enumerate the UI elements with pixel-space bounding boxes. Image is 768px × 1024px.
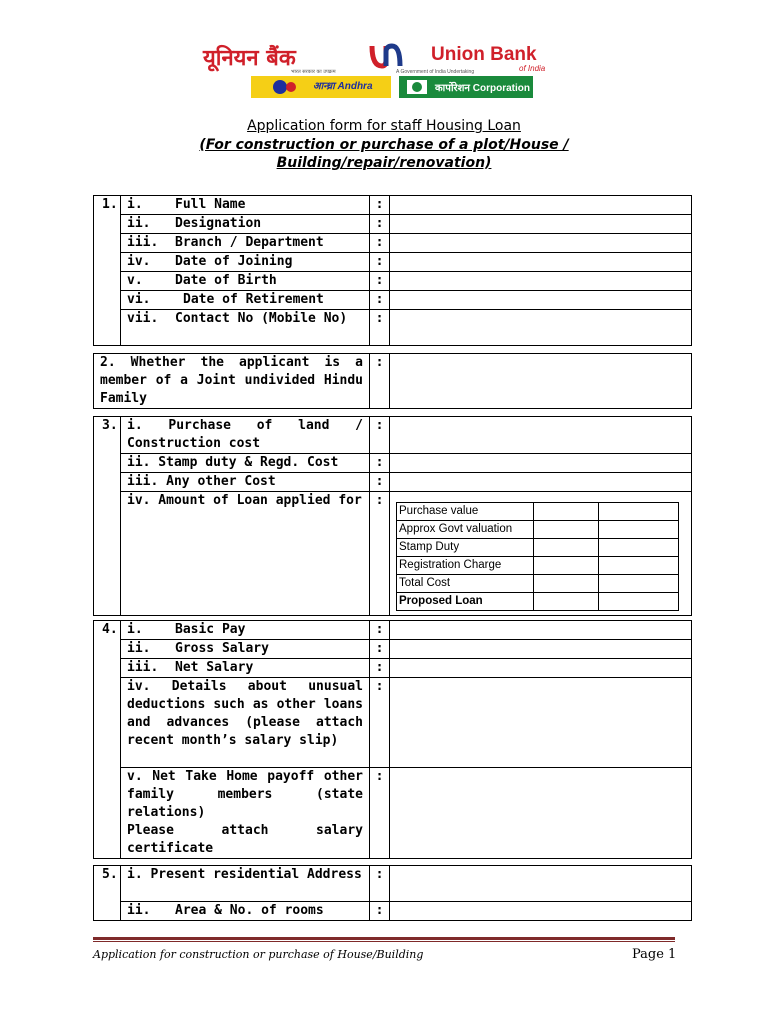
section-number: 5.: [94, 866, 121, 921]
form-subtitle-line1: (For construction or purchase of a plot/House /: [199, 137, 569, 153]
stamp-duty-field[interactable]: [390, 454, 692, 473]
bank-logo-header: [203, 40, 585, 100]
row-label: i. Basic Pay: [121, 621, 370, 640]
row-label: i. Full Name: [121, 196, 370, 215]
table-cell[interactable]: [599, 503, 679, 521]
form-title: Application form for staff Housing Loan: [247, 118, 521, 134]
row-label: vi. Date of Retirement: [121, 291, 370, 310]
form-subtitle-line2: Building/repair/renovation): [276, 155, 492, 171]
table-cell[interactable]: [599, 593, 679, 611]
colon: :: [370, 417, 390, 454]
colon: :: [370, 768, 390, 859]
andhra-emblem-icon: [271, 78, 301, 96]
section-number: 3.: [94, 417, 121, 616]
colon: :: [370, 678, 390, 768]
colon: :: [370, 492, 390, 616]
huf-member-field[interactable]: [390, 354, 692, 409]
date-of-joining-field[interactable]: [390, 253, 692, 272]
other-cost-field[interactable]: [390, 473, 692, 492]
colon: :: [370, 454, 390, 473]
logo-hindi-name: यूनियन बैंक: [203, 45, 296, 71]
section-1-personal-details: [93, 195, 692, 346]
colon: :: [370, 234, 390, 253]
table-cell[interactable]: [533, 557, 599, 575]
row-label: ii. Gross Salary: [121, 640, 370, 659]
row-label: v. Date of Birth: [121, 272, 370, 291]
table-cell[interactable]: [533, 503, 599, 521]
section-5-residence: [93, 865, 692, 921]
table-row: [397, 539, 679, 557]
table-cell-label: Stamp Duty: [397, 539, 534, 557]
colon: :: [370, 866, 390, 902]
gross-salary-field[interactable]: [390, 640, 692, 659]
andhra-label: आन्ध्रा Andhra: [313, 81, 373, 92]
table-cell-label: Proposed Loan: [397, 593, 534, 611]
row-label: 2. Whether the applicant is a member of a Joint undivided Hindu Family: [94, 354, 370, 409]
row-label: iii. Any other Cost: [121, 473, 370, 492]
date-of-birth-field[interactable]: [390, 272, 692, 291]
net-salary-field[interactable]: [390, 659, 692, 678]
corporation-emblem-icon: [405, 78, 429, 96]
logo-hindi-tagline: भारत सरकार का उपक्रम: [291, 69, 336, 75]
table-row: [397, 521, 679, 539]
table-cell-label: Approx Govt valuation: [397, 521, 534, 539]
branch-department-field[interactable]: [390, 234, 692, 253]
row-label: i. Purchase of land / Construction cost: [121, 417, 370, 454]
table-cell[interactable]: [533, 521, 599, 539]
colon: :: [370, 621, 390, 640]
table-cell[interactable]: [533, 575, 599, 593]
colon: :: [370, 640, 390, 659]
contact-no-field[interactable]: [390, 310, 692, 346]
section-number: 1.: [94, 196, 121, 346]
loan-breakdown-table: [396, 502, 679, 611]
full-name-field[interactable]: [390, 196, 692, 215]
footer-rule: [93, 937, 675, 940]
footer-text: Application for construction or purchase of House/Building: [93, 948, 424, 961]
table-cell-label: Registration Charge: [397, 557, 534, 575]
colon: :: [370, 310, 390, 346]
row-label: iv. Date of Joining: [121, 253, 370, 272]
section-2-huf: [93, 353, 692, 409]
colon: :: [370, 196, 390, 215]
table-row: [397, 557, 679, 575]
row-label: ii. Stamp duty & Regd. Cost: [121, 454, 370, 473]
logo-english-name: Union Bank: [431, 44, 537, 65]
table-cell[interactable]: [533, 593, 599, 611]
area-rooms-field[interactable]: [390, 902, 692, 921]
footer-rule-thin: [93, 941, 675, 942]
andhra-bank-logo: [251, 76, 391, 98]
corporation-label: कार्पोरेशन Corporation: [435, 83, 530, 94]
row-label: ii. Designation: [121, 215, 370, 234]
colon: :: [370, 473, 390, 492]
family-take-home-field[interactable]: [390, 768, 692, 859]
unusual-deductions-field[interactable]: [390, 678, 692, 768]
loan-amount-cell: [390, 492, 692, 616]
page-number: Page 1: [632, 947, 677, 962]
table-cell[interactable]: [599, 539, 679, 557]
table-cell-label: Purchase value: [397, 503, 534, 521]
table-cell[interactable]: [599, 521, 679, 539]
row-label: v. Net Take Home payoff other family members (state relations) Please attach salary certificate: [121, 768, 370, 859]
table-row: [397, 593, 679, 611]
row-label: iii. Net Salary: [121, 659, 370, 678]
row-label: iv. Amount of Loan applied for: [121, 492, 370, 616]
colon: :: [370, 354, 390, 409]
colon: :: [370, 659, 390, 678]
logo-english-sub: of India: [519, 64, 546, 73]
colon: :: [370, 272, 390, 291]
row-label: iv. Details about unusual deductions such as other loans and advances (please attach recent month’s salary slip): [121, 678, 370, 768]
basic-pay-field[interactable]: [390, 621, 692, 640]
row-label: iii. Branch / Department: [121, 234, 370, 253]
table-cell[interactable]: [533, 539, 599, 557]
purchase-construction-cost-field[interactable]: [390, 417, 692, 454]
date-of-retirement-field[interactable]: [390, 291, 692, 310]
row-label: vii. Contact No (Mobile No): [121, 310, 370, 346]
section-3-loan-amount: [93, 416, 692, 616]
designation-field[interactable]: [390, 215, 692, 234]
colon: :: [370, 215, 390, 234]
residential-address-field[interactable]: [390, 866, 692, 902]
table-cell-label: Total Cost: [397, 575, 534, 593]
table-cell[interactable]: [599, 575, 679, 593]
union-bank-logo-icon: [366, 42, 406, 70]
row-label: ii. Area & No. of rooms: [121, 902, 370, 921]
logo-gov-tagline: A Government of India Undertaking: [396, 69, 475, 75]
table-row: [397, 575, 679, 593]
colon: :: [370, 291, 390, 310]
colon: :: [370, 253, 390, 272]
corporation-bank-logo: [399, 76, 533, 98]
section-4-salary: [93, 620, 692, 859]
colon: :: [370, 902, 390, 921]
section-number: 4.: [94, 621, 121, 859]
table-cell[interactable]: [599, 557, 679, 575]
row-label: i. Present residential Address: [121, 866, 370, 902]
table-row: [397, 503, 679, 521]
